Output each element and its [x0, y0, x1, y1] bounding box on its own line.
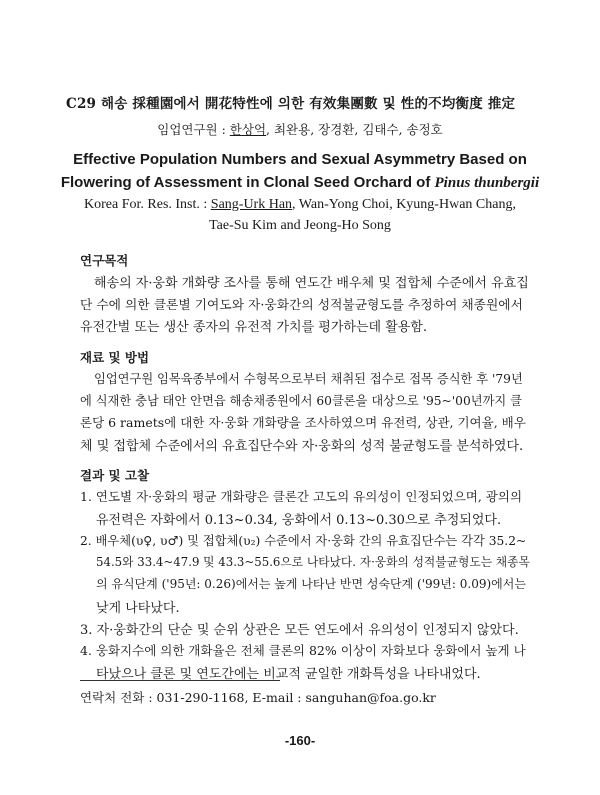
korean-coauthors: , 최완용, 장경환, 김태수, 송정호 — [266, 122, 443, 137]
korean-authors — [0, 120, 600, 138]
english-title-line2-text: Flowering of Assessment in Clonal Seed Orchard of — [60, 174, 435, 191]
korean-authors-prefix: 임업연구원 : — [157, 122, 230, 137]
purpose-line: 단 수에 의한 클론별 기여도와 자·웅화간의 성적불균형도를 추정하여 채종원에서 — [80, 298, 523, 313]
methods-line: 임업연구원 임목육종부에서 수형목으로부터 채취된 접수로 접목 증식한 후 '79년 — [94, 372, 523, 386]
english-presenting-author: Sang-Urk Han — [210, 197, 293, 212]
page-number: -160- — [284, 733, 316, 748]
english-coauthors: , Wan-Yong Choi, Kyung-Hwan Chang, — [292, 197, 516, 212]
korean-title: C29 해송 採種園에서 開花特性에 의한 有效集團數 및 性的不均衡度 推定 — [66, 96, 516, 112]
methods-line: 체 및 접합체 수준에서의 유효집단수와 자·웅화의 성적 불균형도를 분석하였다. — [80, 439, 524, 454]
result-item-2-cont: 낮게 나타났다. — [96, 601, 180, 616]
purpose-line: 해송의 자·웅화 개화량 조사를 통해 연도간 배우체 및 접합체 수준에서 유효집 — [94, 276, 529, 291]
purpose-heading: 연구목적 — [80, 253, 129, 268]
methods-heading: 재료 및 방법 — [80, 350, 150, 365]
korean-presenting-author: 한상억 — [229, 122, 267, 137]
methods-line: 에 식재한 충남 태안 안면읍 해송채종원에서 60클론을 대상으로 '95~'00년까지 클 — [80, 394, 522, 408]
result-item-4-cont: 타났으나 클론 및 연도간에는 비교적 균일한 개화특성을 나타내었다. — [96, 667, 481, 682]
english-title-line1: Effective Population Numbers and Sexual Asymmetry Based on — [73, 151, 527, 168]
purpose-line: 유전간벌 또는 생산 종자의 유전적 가치를 평가하는데 활용함. — [80, 320, 428, 335]
result-item-2: 2. 배우체(υ♀, υ♂) 및 접합체(υ₂) 수준에서 자·웅화 간의 유효집단수는 각각 35.2~ — [80, 534, 527, 548]
contact-info: 연락처 전화 : 031-290-1168, E-mail : sanguhan@foa.go.kr — [80, 690, 436, 705]
result-item-1: 1. 연도별 자·웅화의 평균 개화량은 클론간 고도의 유의성이 인정되었으며, 광의의 — [80, 489, 523, 504]
english-title-line2 — [0, 174, 600, 192]
result-item-2-cont: 54.5와 33.4~47.9 및 43.3~55.6으로 나타났다. 자·웅화의 성적불균형도는 채종목 — [96, 555, 530, 569]
english-affiliation-line2: Tae-Su Kim and Jeong-Ho Song — [209, 218, 391, 233]
result-item-3: 3. 자·웅화간의 단순 및 순위 상관은 모든 연도에서 유의성이 인정되지 않았다. — [80, 623, 519, 638]
english-affiliation-line1 — [0, 197, 600, 213]
english-affiliation-prefix: Korea For. Res. Inst. : — [84, 197, 211, 212]
result-item-1-cont: 유전력은 자화에서 0.13~0.34, 웅화에서 0.13~0.30으로 추정되었다. — [96, 513, 502, 528]
result-item-4: 4. 웅화지수에 의한 개화율은 전체 클론의 82% 이상이 자화보다 웅화에서 높게 나 — [80, 643, 526, 658]
result-item-2-cont: 의 유식단계 ('95년: 0.26)에서는 높게 나타난 반면 성숙단계 ('99년: 0.09)에서는 — [96, 577, 526, 591]
footnote-divider — [80, 680, 280, 681]
methods-line: 론당 6 ramets에 대한 자·웅화 개화량을 조사하였으며 유전력, 상관, 기여율, 배우 — [80, 415, 526, 430]
results-heading: 결과 및 고찰 — [80, 468, 150, 483]
species-name: Pinus thunbergii — [434, 175, 540, 191]
